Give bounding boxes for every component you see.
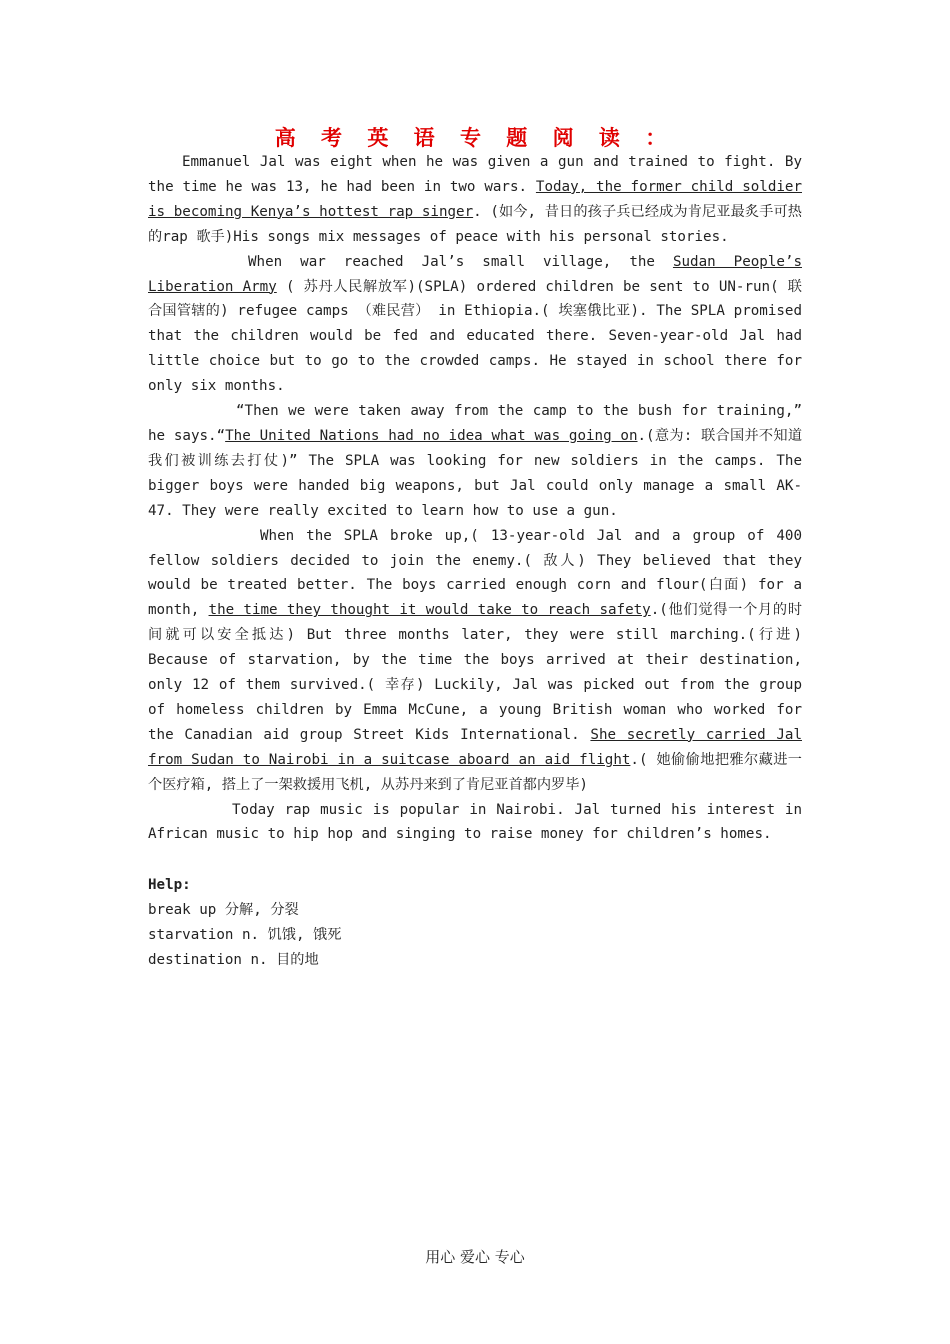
help-item: break up 分解, 分裂 xyxy=(148,901,299,918)
underlined-text: The United Nations had no idea what was going on xyxy=(225,427,638,444)
text: When war reached Jal’s small village, the xyxy=(248,253,673,270)
article-body xyxy=(148,150,802,847)
paragraph-5: Today rap music is popular in Nairobi. Jal turned his interest in African music to hip hop and singing to raise money for children’s homes. xyxy=(148,801,802,843)
text: “Then we were taken away from the camp to the bush for training,” he says.“ xyxy=(148,403,802,444)
help-item: starvation n. 饥饿, 饿死 xyxy=(148,926,342,943)
help-heading: Help: xyxy=(148,877,191,893)
text: Emmanuel Jal was eight when he was given a gun and trained to fight. By the time he was 13, he had been in two wars. xyxy=(148,154,802,195)
text: . (如今, 昔日的孩子兵已经成为肯尼亚最炙手可热的rap 歌手)His songs mix messages of peace with his personal stories. xyxy=(148,203,802,245)
paragraph-4 xyxy=(148,524,802,798)
underlined-text: Today, the former child soldier is becoming Kenya’s hottest rap singer xyxy=(148,178,802,220)
help-item: destination n. 目的地 xyxy=(148,951,319,968)
underlined-text: Sudan People’s Liberation Army xyxy=(148,253,802,295)
text: ( 苏丹人民解放军)(SPLA) ordered children be sent to UN-run( 联合国管辖的) refugee camps （难民营） in Ethiopia.( 埃塞俄比亚). The SPLA promised that the children would be fed and educated there. Seven-year-old Jal had little choice but to go to the crowded camps. He stayed in school there for only six months. xyxy=(148,278,802,395)
page-title: 高 考 英 语 专 题 阅 读 ： xyxy=(274,125,676,150)
underlined-text: She secretly carried Jal from Sudan to Nairobi in a suitcase aboard an aid flight xyxy=(148,726,802,768)
page-footer: 用心 爱心 专心 xyxy=(425,1248,525,1266)
paragraph-2 xyxy=(148,250,802,399)
underlined-text: the time they thought it would take to reach safety xyxy=(208,602,651,619)
paragraph-1 xyxy=(148,150,802,250)
text: .(他们觉得一个月的时间就可以安全抵达) But three months later, they were still marching.(行进) Because of starvation, by the time the boys arrived at their destination, only 12 of them survived.( 幸存) Luckily, Jal was picked out from the group of homeless children by Emma McCune, a young British woman who worked for the Canadian aid group Street Kids International. xyxy=(148,602,803,743)
text: .( 她偷偷地把雅尔藏进一个医疗箱, 搭上了一架救援用飞机, 从苏丹来到了肯尼亚首都内罗毕) xyxy=(148,751,802,793)
paragraph-3 xyxy=(148,399,802,524)
text: .(意为: 联合国并不知道我们被训练去打仗)” The SPLA was looking for new soldiers in the camps. The bigger boys were handed big weapons, but Jal could only manage a small AK-47. They were really excited to learn how to use a gun. xyxy=(148,427,803,519)
text: When the SPLA broke up,( 13-year-old Jal and a group of 400 fellow soldiers decided to join the enemy.( 敌人) They believed that they would be treated better. The boys carried enough corn and flour(白面) for a month, xyxy=(148,527,802,619)
help-section xyxy=(148,873,341,973)
